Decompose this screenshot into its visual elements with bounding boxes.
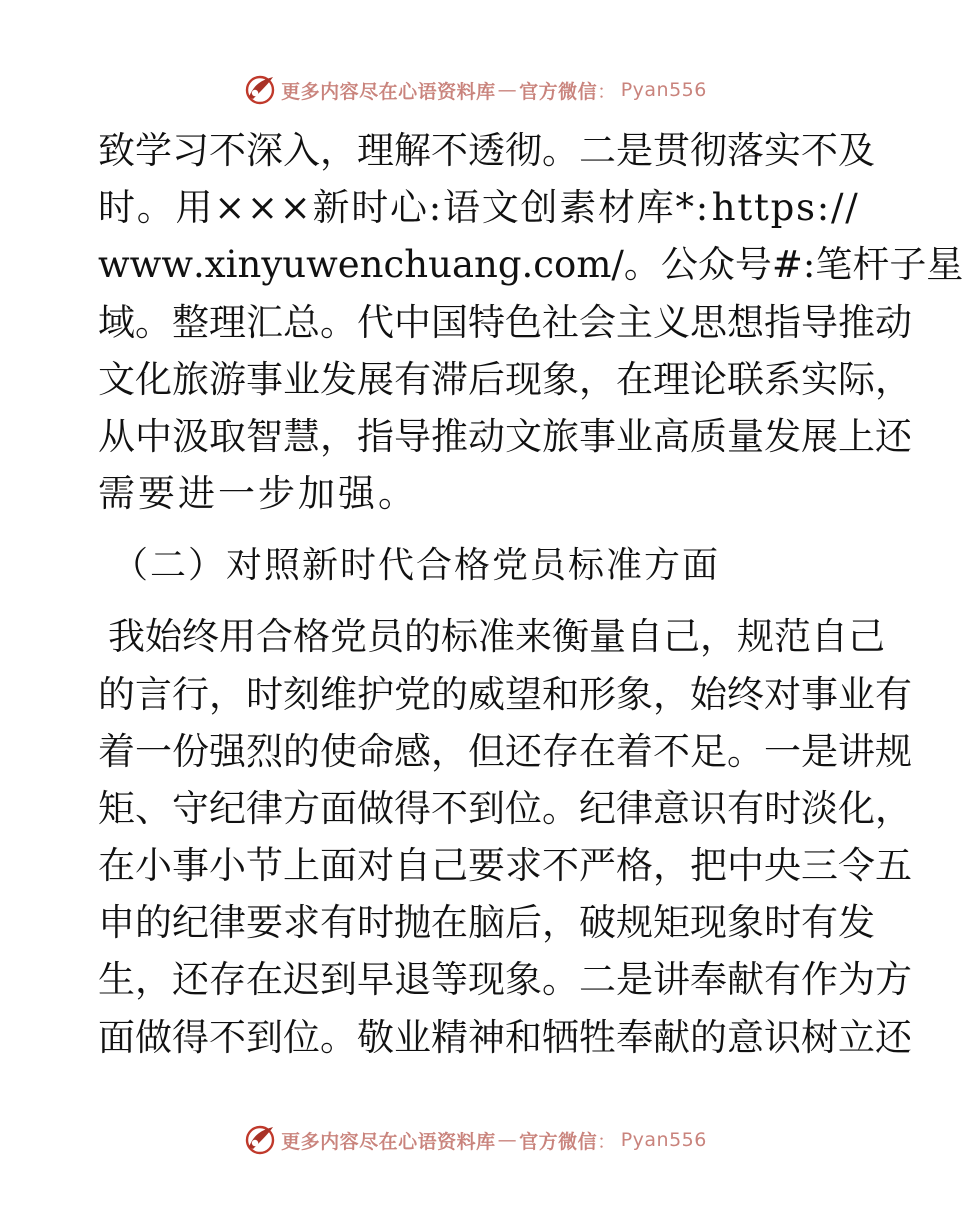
text-line: 矩 、 守 纪 律 方 面 做 得 不 到 位 。 纪 律 意 识 有 时 淡 化 ， bbox=[98, 786, 912, 830]
quill-swirl-icon bbox=[243, 73, 277, 107]
banner-wechat-label: 官方微信 bbox=[519, 1130, 598, 1153]
text-line: 时 。 用 × × × 新 时 心 : 语 文 创 素 材 库 * : h t t p s : / / bbox=[98, 186, 858, 230]
text-line: w w w . x i n y u w e n c h u a n g . c o m / 。 公 众 号 # : 笔 杆 子 星 bbox=[98, 243, 963, 287]
banner-wechat-label: 官方微信 bbox=[519, 80, 598, 103]
banner-separator: — bbox=[497, 1129, 518, 1151]
document-body bbox=[98, 122, 963, 1066]
text-line: 我 始 终 用 合 格 党 员 的 标 准 来 衡 量 自 己 ， 规 范 自 己 bbox=[108, 615, 885, 659]
text-line: 文 化 旅 游 事 业 发 展 有 滞 后 现 象 ， 在 理 论 联 系 实 际 ， bbox=[98, 357, 912, 401]
banner-colon: ： bbox=[597, 80, 617, 103]
text-line: 域 。 整 理 汇 总 。 代 中 国 特 色 社 会 主 义 思 想 指 导 推 动 bbox=[98, 300, 912, 344]
footer-banner bbox=[0, 1120, 950, 1160]
banner-colon: ： bbox=[597, 1130, 617, 1153]
text-line: 的 言 行 ， 时 刻 维 护 党 的 威 望 和 形 象 ， 始 终 对 事 业 有 bbox=[98, 672, 912, 716]
text-line: 着 一 份 强 烈 的 使 命 感 ， 但 还 存 在 着 不 足 。 一 是 讲 规 bbox=[98, 729, 912, 773]
text-line: 生 ， 还 存 在 迟 到 早 退 等 现 象 。 二 是 讲 奉 献 有 作 为 方 bbox=[98, 958, 912, 1002]
section-heading: （二）对照新时代合格党员标准方面 bbox=[112, 545, 721, 587]
banner-title: 更多内容尽在心语资料库 bbox=[281, 1130, 496, 1153]
paragraph-1 bbox=[98, 122, 963, 522]
banner-separator: — bbox=[497, 79, 518, 101]
text-line: 在 小 事 小 节 上 面 对 自 己 要 求 不 严 格 ， 把 中 央 三 令 五 bbox=[98, 844, 912, 888]
quill-swirl-icon bbox=[243, 1123, 277, 1157]
banner-title: 更多内容尽在心语资料库 bbox=[281, 80, 496, 103]
text-line: 致 学 习 不 深 入 ， 理 解 不 透 彻 。 二 是 贯 彻 落 实 不 及 bbox=[98, 129, 875, 172]
text-line: 从 中 汲 取 智 慧 ， 指 导 推 动 文 旅 事 业 高 质 量 发 展 上 还 bbox=[98, 414, 912, 458]
header-banner bbox=[0, 70, 950, 110]
banner-wechat-id: Pyan556 bbox=[620, 79, 707, 101]
banner-wechat-id: Pyan556 bbox=[620, 1129, 707, 1151]
text-line: 需要进一步加强。 bbox=[98, 472, 418, 516]
text-line: 面 做 得 不 到 位 。 敬 业 精 神 和 牺 牲 奉 献 的 意 识 树 立 还 bbox=[98, 1015, 912, 1059]
text-line: 申 的 纪 律 要 求 有 时 抛 在 脑 后 ， 破 规 矩 现 象 时 有 发 bbox=[98, 901, 875, 945]
paragraph-2 bbox=[98, 608, 912, 1066]
